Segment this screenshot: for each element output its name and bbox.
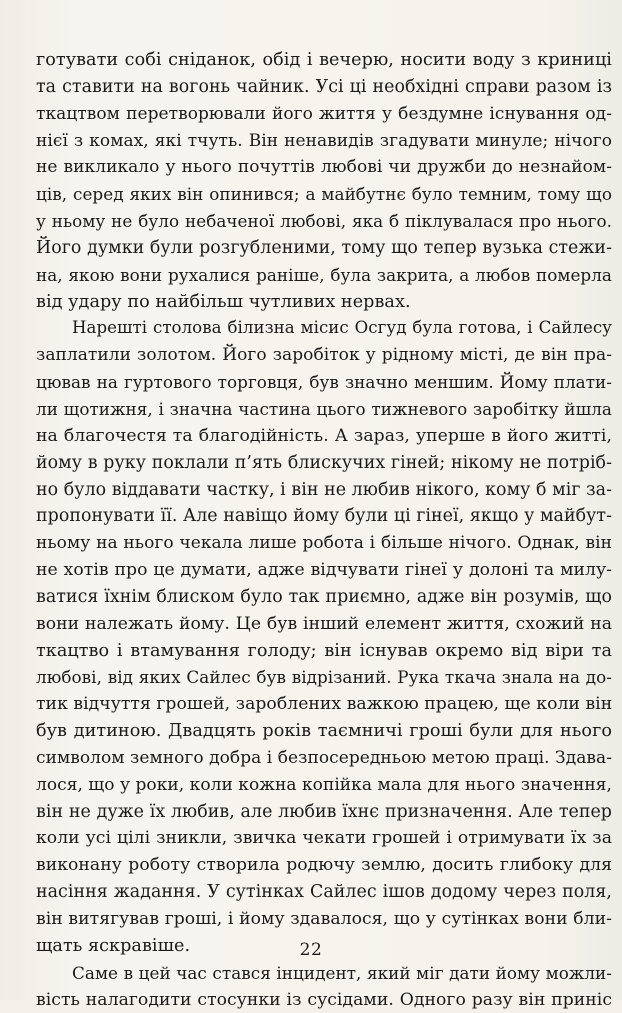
text-line: любові, від яких Сайлес був відрізаний. Рука ткача знала на до- (36, 667, 612, 688)
text-line: заплатили золотом. Його заробіток у рідному місті, де він пра- (36, 345, 612, 366)
text-line: вони належать йому. Це був інший елемент життя, схожий на (36, 613, 612, 634)
text-line: виконану роботу створила родючу землю, досить глибоку для (36, 855, 612, 876)
text-line: не викликало у нього почуттів любові чи дружби до незнайом- (36, 157, 612, 178)
page-number: 22 (299, 940, 323, 960)
text-line: тик відчуття грошей, зароблених важкою працею, ще коли він (36, 694, 613, 715)
text-line: ткацтвом перетворювали його життя у бездумне існування од- (36, 103, 612, 124)
text-line: ватися їхнім блиском було так приємно, адже він розумів, що (36, 586, 612, 607)
text-line: ньому на нього чекала лише робота і більше нічого. Однак, він (36, 533, 612, 554)
text-line: Нарешті столова білизна місис Осгуд була готова, і Сайлесу (72, 318, 612, 338)
text-line: щать яскравіше. (36, 935, 191, 956)
text-line: на, якою вони рухалися раніше, була закрита, а любов померла (36, 264, 612, 285)
text-line: лося, що у роки, коли кожна копійка мала для нього значення, (36, 774, 612, 795)
text-line: насіння жадання. У сутінках Сайлес ішов додому через поля, (36, 882, 612, 903)
text-line: та ставити на вогонь чайник. Усі ці необхідні справи разом із (36, 76, 612, 97)
text-line: не хотів про це думати, адже відчувати гінеї у долоні та милу- (36, 560, 612, 581)
text-line: він не дуже їх любив, але любив їхнє призначення. Але тепер (36, 801, 612, 822)
text-line: коли усі цілі зникли, звичка чекати грошей і отримувати їх за (36, 828, 612, 849)
body-text (36, 47, 612, 1013)
text-line: Саме в цей час стався інцидент, який міг дати йому можли- (72, 962, 612, 983)
text-line: цював на гуртового торговця, був значно меншим. Йому плати- (36, 372, 612, 393)
text-line: йому в руку поклали п’ять блискучих гіней; нікому не потріб- (36, 452, 612, 473)
text-line: ців, серед яких він опинився; а майбутнє було темним, тому що (36, 184, 612, 205)
text-line: був дитиною. Двадцять років таємничі гроші були для нього (36, 721, 612, 742)
text-line: готувати собі сніданок, обід і вечерю, носити воду з криниці (36, 50, 612, 70)
text-line: від удару по найбільш чутливих нервах. (36, 291, 411, 312)
text-line: ткацтво і втамування голоду; він існував окремо від віри та (36, 640, 612, 661)
text-line: но було віддавати частку, і він не любив нікого, кому б міг за- (36, 479, 612, 500)
text-line: він витягував гроші, і йому здавалося, що у сутінках вони бли- (36, 909, 612, 929)
text-line: пропонувати її. Але навіщо йому були ці гінеї, якщо у майбут- (36, 506, 612, 527)
text-line: на благочестя та благодійність. А зараз, уперше в його житті, (36, 425, 612, 446)
text-line: символом земного добра і безпосередньою метою праці. Здава- (36, 747, 612, 768)
text-line: ли щотижня, і значна частина цього тижневого заробітку йшла (36, 398, 612, 419)
text-line: вість налагодити стосунки із сусідами. Одного разу він приніс (36, 989, 612, 1010)
text-line: Його думки були розгубленими, тому що тепер вузька стежи- (36, 237, 612, 258)
text-line: у ньому не було небаченої любові, яка б піклувалася про нього. (36, 211, 612, 232)
text-line: нієї з комах, які тчуть. Він ненавидів згадувати минуле; нічого (36, 130, 612, 151)
